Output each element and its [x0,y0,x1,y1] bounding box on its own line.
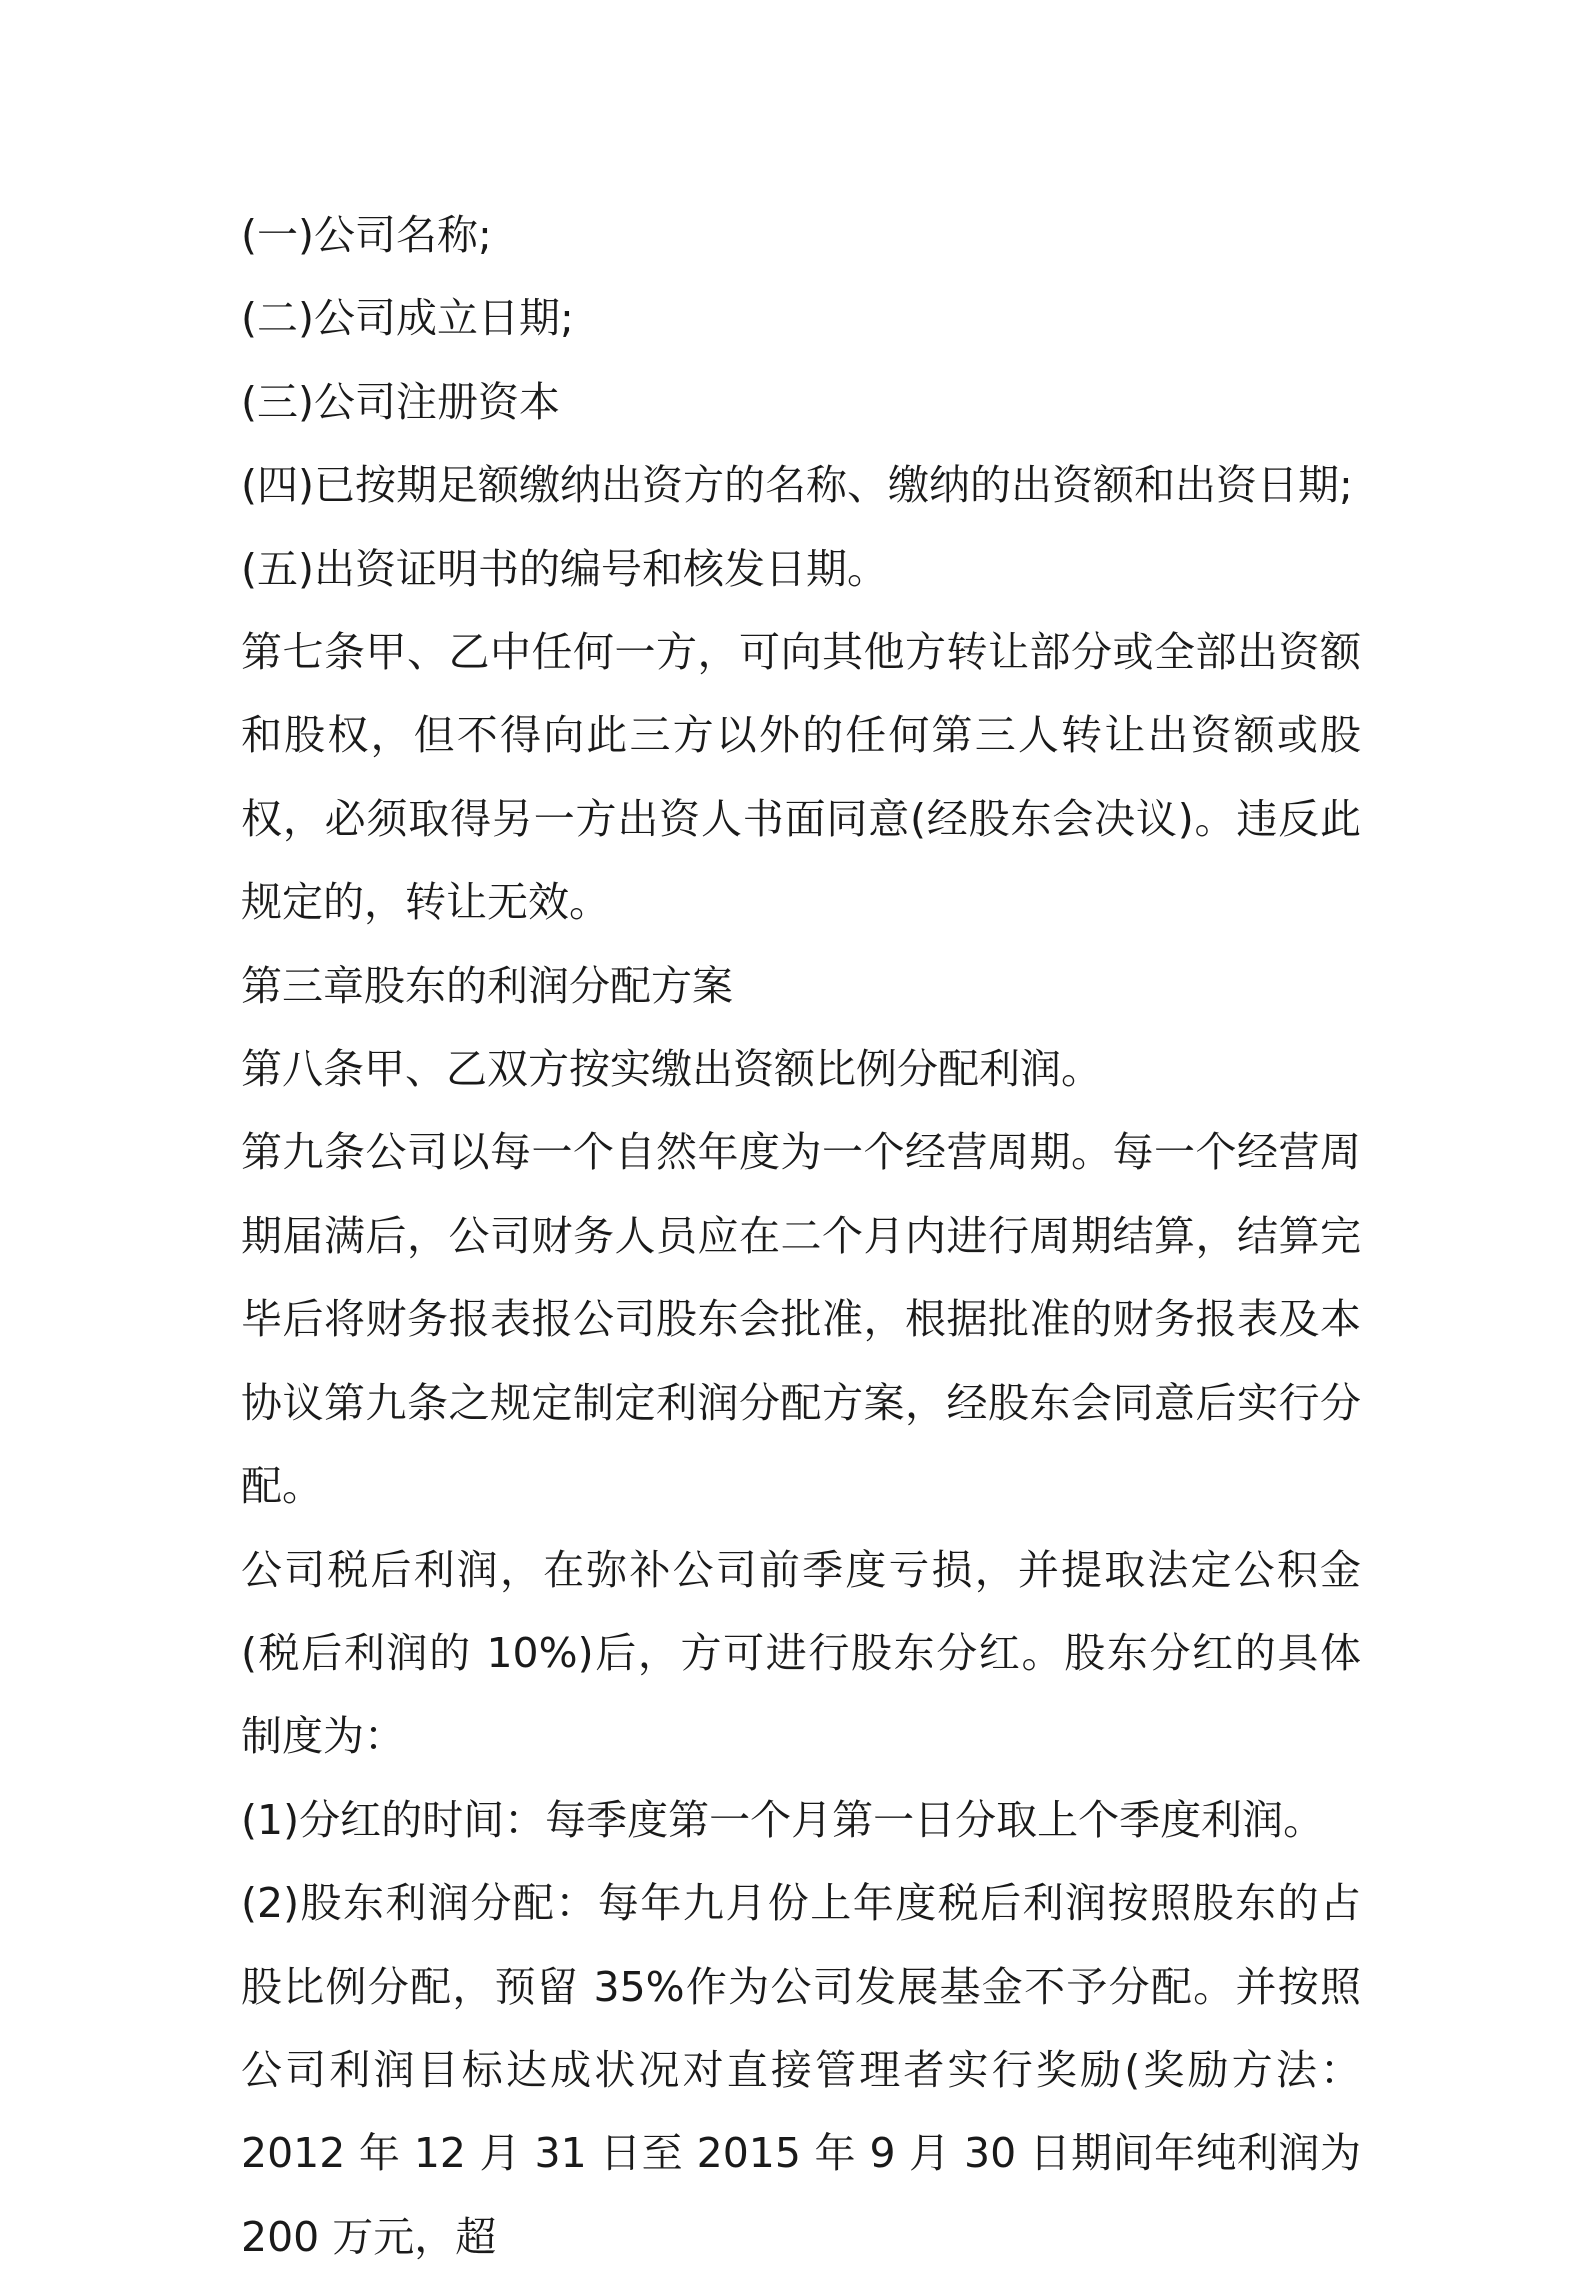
list-item-company-name: (一)公司名称; [241,211,492,259]
dividend-timing-item: (1)分红的时间：每季度第一个月第一日分取上个季度利润。 [241,1795,1325,1844]
list-item-contributors: (四)已按期足额缴纳出资方的名称、缴纳的出资额和出资日期; [241,461,1353,510]
chapter-3-heading: 第三章股东的利润分配方案 [241,961,733,1010]
document-body [241,194,1375,2279]
after-tax-profit-paragraph: 公司税后利润，在弥补公司前季度亏损，并提取法定公积金(税后利润的 10%)后，方可进行股东分红。股东分红的具体制度为： [241,1545,1361,1761]
article-9: 第九条公司以每一个自然年度为一个经营周期。每一个经营周期届满后，公司财务人员应在二个月内进行周期结算，结算完毕后将财务报表报公司股东会批准，根据批准的财务报表及本协议第九条之规定制定利润分配方案，经股东会同意后实行分配。 [241,1128,1361,1511]
list-item-certificate-number: (五)出资证明书的编号和核发日期。 [241,544,888,593]
article-8: 第八条甲、乙双方按实缴出资额比例分配利润。 [241,1045,1102,1094]
list-item-registered-capital: (三)公司注册资本 [241,377,560,426]
list-item-founding-date: (二)公司成立日期; [241,294,574,343]
article-7: 第七条甲、乙中任何一方，可向其他方转让部分或全部出资额和股权，但不得向此三方以外的任何第三人转让出资额或股权，必须取得另一方出资人书面同意(经股东会决议)。违反此规定的，转让无效。 [241,628,1361,927]
profit-distribution-item: (2)股东利润分配：每年九月份上年度税后利润按照股东的占股比例分配，预留 35%作为公司发展基金不予分配。并按照公司利润目标达成状况对直接管理者实行奖励(奖励方法：2012 年 12 月 31 日至 2015 年 9 月 30 日期间年纯利润为 200 万元，超 [241,1879,1375,2261]
